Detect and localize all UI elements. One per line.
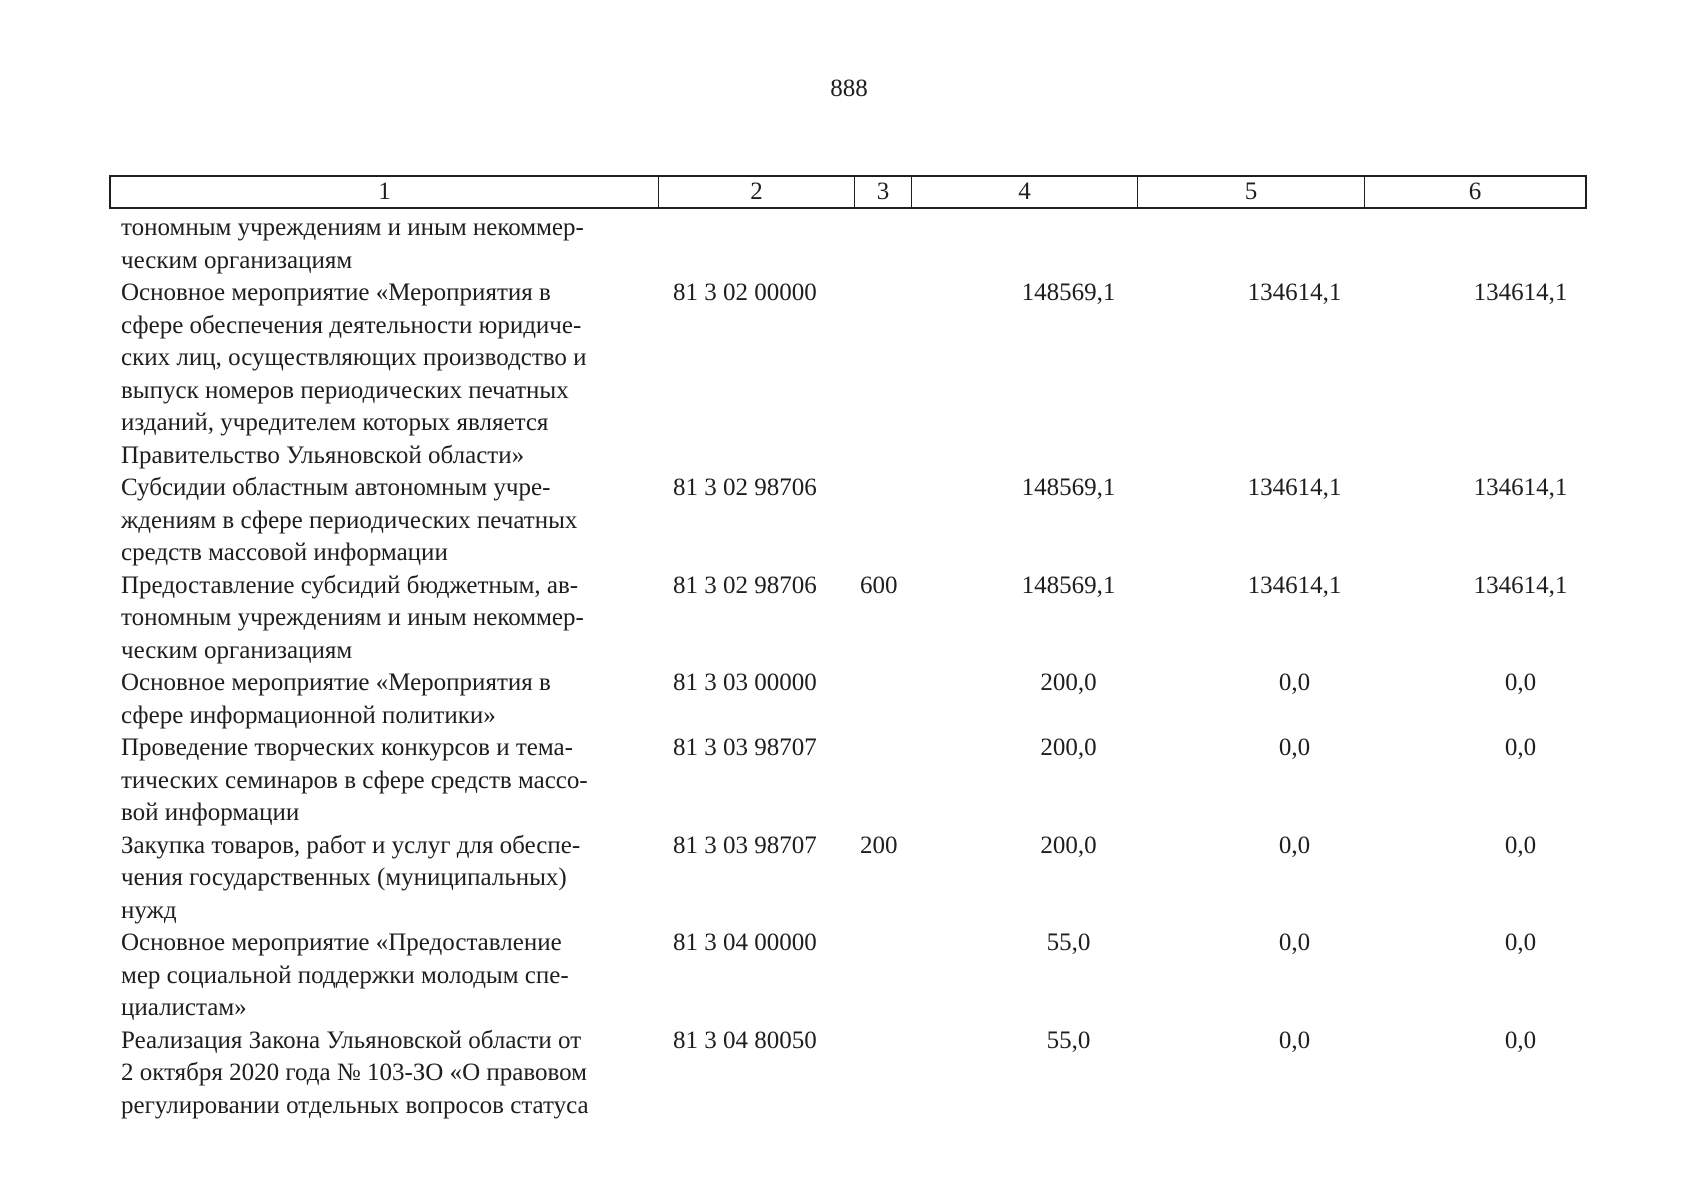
row-name: Субсидии областным автономным учре- ждениям в сфере периодических печатных средств массовой информации (121, 474, 578, 566)
row-value-col6: 0,0 (1504, 669, 1537, 696)
page-number: 888 (830, 75, 868, 102)
row-value-col5: 0,0 (1278, 929, 1311, 956)
row-code: 81 3 04 80050 (673, 1026, 817, 1054)
row-name: Проведение творческих конкурсов и тема- тических семинаров в сфере средств массо- вой информации (121, 734, 588, 826)
row-name: Основное мероприятие «Мероприятия в сфере информационной политики» (121, 669, 551, 729)
row-value-col5: 0,0 (1278, 831, 1311, 859)
row-code: 81 3 02 98706 (673, 571, 817, 599)
row-name: Основное мероприятие «Предоставление мер социальной поддержки молодым спе- циалистам» (121, 929, 569, 1021)
row-expense-type: 200 (860, 831, 898, 859)
row-value-col4: 55,0 (1046, 929, 1091, 956)
row-value-col4: 200,0 (1040, 831, 1097, 859)
table-row (121, 732, 1587, 830)
row-code: 81 3 02 98706 (673, 474, 817, 501)
row-value-col6: 134614,1 (1473, 279, 1568, 306)
row-value-col4: 148569,1 (1021, 474, 1116, 501)
row-name: тономным учреждениям и иным некоммер- ческим организациям (121, 214, 584, 274)
row-value-col6: 0,0 (1504, 1026, 1537, 1054)
header-col-5: 5 (1138, 177, 1365, 207)
row-name: Предоставление субсидий бюджетным, ав- тономным учреждениям и иным некоммер- ческим организациям (121, 571, 584, 664)
header-col-1: 1 (111, 177, 659, 207)
table-row (121, 212, 1587, 277)
table-header (109, 175, 1587, 209)
row-value-col6: 134614,1 (1473, 474, 1568, 501)
row-value-col4: 200,0 (1040, 669, 1097, 696)
table-body (121, 212, 1587, 1122)
row-code: 81 3 03 98707 (673, 831, 817, 859)
row-code: 81 3 03 00000 (673, 669, 817, 696)
header-col-2: 2 (659, 177, 855, 207)
header-col-4: 4 (912, 177, 1138, 207)
row-value-col6: 134614,1 (1473, 571, 1568, 599)
row-value-col5: 134614,1 (1247, 279, 1342, 306)
table-row (121, 472, 1587, 570)
row-name: Реализация Закона Ульяновской области от 2 октября 2020 года № 103-ЗО «О правовом регулировании отдельных вопросов статуса (121, 1026, 589, 1119)
table-row (121, 570, 1587, 668)
row-value-col5: 0,0 (1278, 1026, 1311, 1054)
row-value-col6: 0,0 (1504, 831, 1537, 859)
row-value-col4: 148569,1 (1021, 279, 1116, 306)
row-value-col6: 0,0 (1504, 929, 1537, 956)
row-value-col5: 134614,1 (1247, 571, 1342, 599)
table-row (121, 830, 1587, 928)
row-code: 81 3 02 00000 (673, 279, 817, 306)
row-value-col5: 134614,1 (1247, 474, 1342, 501)
row-value-col6: 0,0 (1504, 734, 1537, 761)
row-value-col4: 55,0 (1046, 1026, 1091, 1054)
table-row (121, 277, 1587, 472)
row-name: Закупка товаров, работ и услуг для обеспе- чения государственных (муниципальных) нужд (121, 831, 581, 924)
row-value-col4: 200,0 (1040, 734, 1097, 761)
row-name: Основное мероприятие «Мероприятия в сфере обеспечения деятельности юридиче- ских лиц, осуществляющих производство и выпуск номеров периодических печатных изданий, учредителем которых является Правительство Ульяновской области» (121, 279, 587, 469)
row-value-col5: 0,0 (1278, 734, 1311, 761)
row-code: 81 3 04 00000 (673, 929, 817, 956)
table-row (121, 927, 1587, 1025)
row-code: 81 3 03 98707 (673, 734, 817, 761)
header-col-6: 6 (1468, 178, 1482, 205)
table-row (121, 1025, 1587, 1123)
table-row (121, 667, 1587, 732)
row-value-col5: 0,0 (1278, 669, 1311, 696)
header-col-3: 3 (855, 177, 912, 207)
row-expense-type: 600 (860, 571, 898, 599)
row-value-col4: 148569,1 (1021, 571, 1116, 599)
